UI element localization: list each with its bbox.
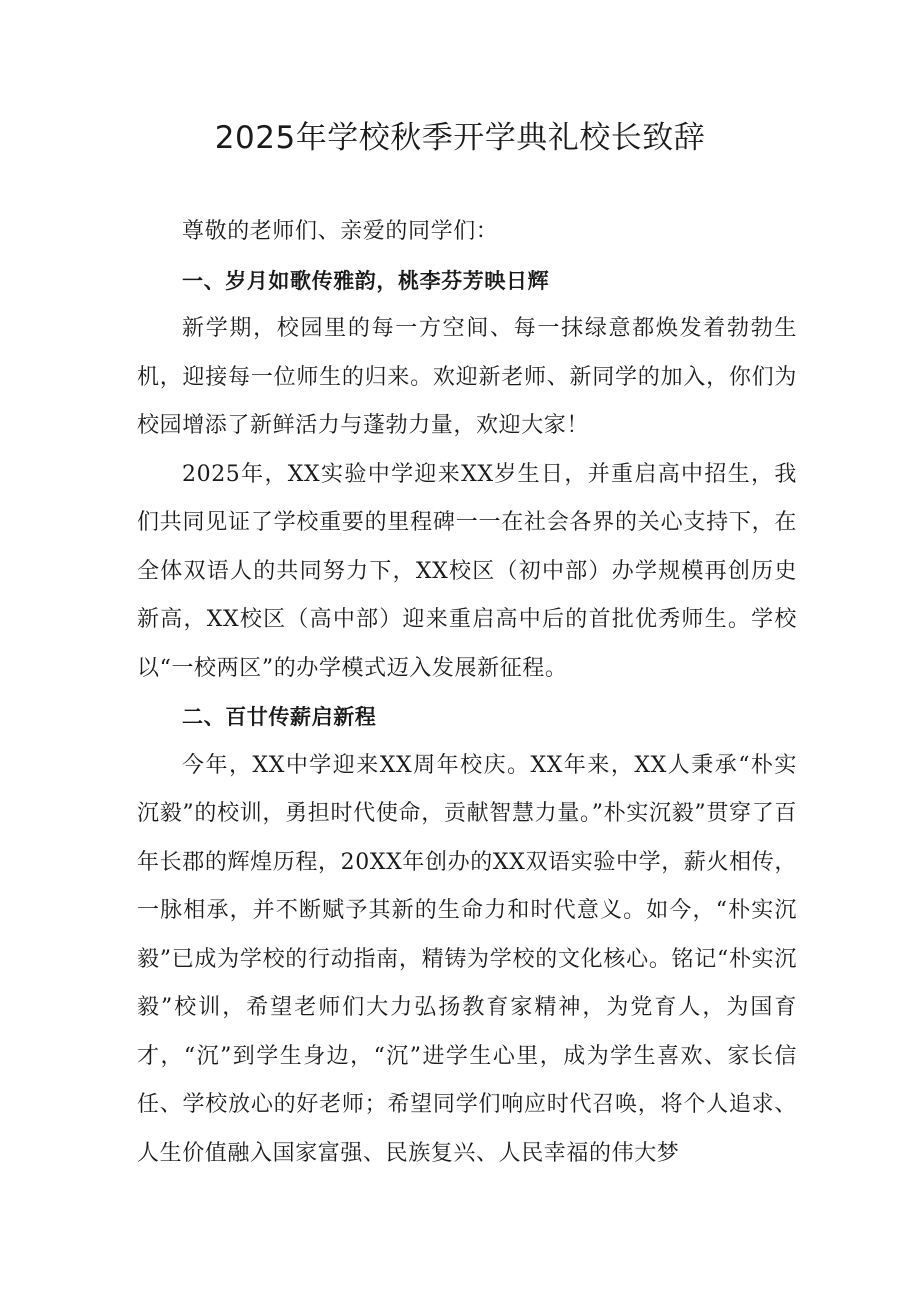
document-title: 2025年学校秋季开学典礼校长致辞 — [214, 120, 706, 156]
paragraph: 新学期，校园里的每一方空间、每一抹绿意都焕发着勃勃生机，迎接每一位师生的归来。欢迎新老师、新同学的加入，你们为校园增添了新鲜活力与蓬勃力量，欢迎大家！ — [137, 316, 797, 438]
section-heading-2: 二、百廿传薪启新程 — [182, 705, 377, 729]
document-body — [137, 208, 797, 1178]
section-heading-1: 一、岁月如歌传雅韵，桃李芬芳映日辉 — [182, 268, 550, 293]
paragraph: 今年，XX中学迎来XX周年校庆。XX年来，XX人秉承“朴实沉毅”的校训，勇担时代使命，贡献智慧力量。”朴实沉毅”贯穿了百年长郡的辉煌历程，20XX年创办的XX双语实验中学，薪火相传，一脉相承，并不断赋予其新的生命力和时代意义。如今，“朴实沉毅”已成为学校的行动指南，精铸为学校的文化核心。铭记“朴实沉毅”校训，希望老师们大力弘扬教育家精神，为党育人，为国育才，“沉”到学生身边，“沉”进学生心里，成为学生喜欢、家长信任、学校放心的好老师；希望同学们响应时代召唤，将个人追求、人生价值融入国家富强、民族复兴、人民幸福的伟大梦 — [137, 752, 797, 1166]
greeting: 尊敬的老师们、亲爱的同学们： — [182, 219, 499, 244]
paragraph: 2025年，XX实验中学迎来XX岁生日，并重启高中招生，我们共同见证了学校重要的里程碑一一在社会各界的关心支持下，在全体双语人的共同努力下，XX校区（初中部）办学规模再创历史新高，XX校区（高中部）迎来重启高中后的首批优秀师生。学校以“一校两区”的办学模式迈入发展新征程。 — [137, 461, 797, 681]
